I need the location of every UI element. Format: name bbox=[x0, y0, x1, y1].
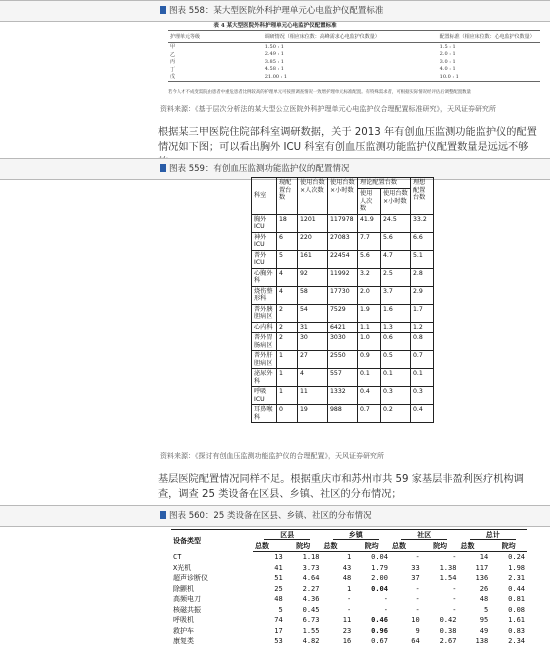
table-row bbox=[168, 51, 540, 59]
table-row bbox=[171, 563, 527, 574]
table-cell: 9 bbox=[415, 626, 420, 635]
table-cell: 0.5 bbox=[381, 351, 411, 369]
table-cell: 23 bbox=[342, 626, 352, 635]
table-cell: 136 bbox=[475, 574, 489, 583]
table-cell: 0.04 bbox=[371, 584, 388, 593]
figure-558-source: 资料来源：《基于层次分析法的某大型公立医院外科护理单元心电监护仪合理配置标准研究》，天风证券研究所 bbox=[160, 105, 496, 113]
column-header: 理想配置台数 bbox=[411, 178, 434, 215]
table-cell: 2 bbox=[277, 304, 298, 322]
table-cell: 0.08 bbox=[508, 605, 525, 614]
table-cell: 呼吸机 bbox=[173, 616, 194, 625]
table-cell: 0.1 bbox=[358, 369, 381, 387]
table-cell: 2.0 : 1 bbox=[439, 51, 456, 58]
paragraph-2: 基层医院配置情况同样不足。根据重庆市和苏州市共 59 家基层非盈利医疗机构调查，调查 25 类设备在区县、乡镇、社区的分布情况； bbox=[158, 474, 524, 500]
column-header: 院均 bbox=[285, 540, 322, 552]
table-cell: 戊 bbox=[168, 73, 203, 81]
group-label: 总计 bbox=[470, 531, 516, 540]
table-cell: 1.50 : 1 bbox=[264, 43, 284, 50]
table-row bbox=[252, 304, 434, 322]
table-cell: 22454 bbox=[328, 250, 358, 268]
table-cell: 18 bbox=[277, 214, 298, 232]
table-cell: - bbox=[383, 605, 388, 614]
table-cell: 1.3 bbox=[381, 322, 411, 333]
table-cell: 1.38 bbox=[439, 563, 457, 572]
table-cell: 25 bbox=[274, 584, 283, 593]
group-header: 理论配置台数 bbox=[358, 178, 411, 189]
table-cell: 康复类 bbox=[173, 637, 194, 646]
table-row bbox=[171, 636, 527, 647]
figure-560-title-bar bbox=[0, 505, 550, 527]
table-cell: 耳鼻喉科 bbox=[252, 405, 277, 423]
table-row bbox=[168, 73, 540, 81]
table-cell: 95 bbox=[479, 616, 489, 625]
table-cell: 1 bbox=[277, 387, 298, 405]
table-cell: 4.0 : 1 bbox=[439, 66, 456, 73]
table-row bbox=[252, 369, 434, 387]
table-group-header-row bbox=[171, 530, 527, 541]
table-4-caption: 表 4 某大型医院外科护理单元心电监护仪配置标准 bbox=[213, 23, 337, 29]
table-cell: 0.3 bbox=[381, 387, 411, 405]
table-cell: 27083 bbox=[328, 232, 358, 250]
table-cell: 0.46 bbox=[371, 616, 388, 625]
column-header: 总数 bbox=[321, 540, 353, 552]
table-row bbox=[171, 605, 527, 616]
table-cell: 普外胃肠病区 bbox=[252, 333, 277, 351]
table-cell: 1.2 bbox=[411, 322, 434, 333]
table-cell: 10.0 : 1 bbox=[386, 73, 540, 81]
table-cell: 19 bbox=[298, 405, 328, 423]
table-cell: 1 bbox=[346, 584, 352, 593]
table-cell: - bbox=[346, 605, 352, 614]
table-cell: 48 bbox=[342, 574, 352, 583]
table-cell: 1.5 : 1 bbox=[439, 43, 456, 50]
table-cell: 11 bbox=[298, 387, 328, 405]
table-row bbox=[252, 286, 434, 304]
table-cell: 呼吸ICU bbox=[252, 387, 277, 405]
table-cell: 1.18 bbox=[302, 553, 320, 562]
table-row bbox=[252, 405, 434, 423]
table-cell: 43 bbox=[342, 563, 352, 572]
paragraph-1: 根据某三甲医院住院部科室调研数据，关于 2013 年有创血压监测功能监护仪的配置情况如下图；可以看出胸外 ICU 科室有创血压监测功能监护仪配置数量是远远不够 bbox=[158, 127, 537, 153]
table-cell: 5 bbox=[277, 250, 298, 268]
table-cell: 557 bbox=[328, 369, 358, 387]
table-cell: 1.54 bbox=[439, 574, 457, 583]
table-cell: 26 bbox=[479, 584, 489, 593]
table-cell: 3.2 bbox=[358, 268, 381, 286]
table-cell: 1332 bbox=[328, 387, 358, 405]
table-cell: 3030 bbox=[328, 333, 358, 351]
table-cell: - bbox=[415, 553, 420, 562]
table-cell: 0.45 bbox=[302, 605, 320, 614]
figure-558-title-bar bbox=[0, 0, 550, 22]
table-cell: 0.3 bbox=[411, 387, 434, 405]
column-header: 使用台数×小时数 bbox=[381, 189, 411, 215]
table-cell: 3.73 bbox=[302, 563, 320, 572]
group-header bbox=[321, 530, 389, 541]
table-cell: 988 bbox=[328, 405, 358, 423]
table-cell: 甲 bbox=[170, 44, 176, 51]
group-header bbox=[390, 530, 458, 541]
column-header: 使用台数×小时数 bbox=[328, 178, 358, 215]
table-cell: CT bbox=[173, 553, 182, 561]
table-cell: 救护车 bbox=[173, 626, 194, 635]
table-cell: 1.6 bbox=[381, 304, 411, 322]
table-cell: 0.4 bbox=[358, 387, 381, 405]
table-cell: 4 bbox=[277, 286, 298, 304]
table-cell: 丙 bbox=[170, 59, 176, 66]
table-cell: - bbox=[452, 584, 457, 593]
column-header: 现配置台数 bbox=[277, 178, 298, 215]
table-cell: - bbox=[452, 595, 457, 604]
table-cell: 5.6 bbox=[358, 250, 381, 268]
column-header: 使用台数×人次数 bbox=[298, 178, 328, 215]
table-cell: - bbox=[452, 605, 457, 614]
table-cell: 21.00 : 1 bbox=[203, 73, 386, 81]
table-cell: 48 bbox=[479, 595, 489, 604]
table-cell: 2.34 bbox=[508, 637, 525, 646]
table-cell: 51 bbox=[274, 574, 283, 583]
table-cell: 3.85 : 1 bbox=[264, 58, 284, 65]
table-row bbox=[252, 268, 434, 286]
table-cell: 0.1 bbox=[411, 369, 434, 387]
table-cell: 17 bbox=[274, 626, 283, 635]
column-header: 总数 bbox=[458, 540, 490, 552]
table-cell: 11992 bbox=[328, 268, 358, 286]
table-cell: 1 bbox=[277, 351, 298, 369]
table-row bbox=[252, 387, 434, 405]
table-cell: - bbox=[383, 595, 388, 604]
table-cell: 4.58 : 1 bbox=[264, 66, 284, 73]
table-cell: 0.6 bbox=[381, 333, 411, 351]
table-cell: 超声诊断仪 bbox=[173, 574, 208, 583]
table-cell: 0.7 bbox=[358, 405, 381, 423]
table-cell: 2550 bbox=[328, 351, 358, 369]
table-558 bbox=[168, 30, 540, 82]
table-cell: 11 bbox=[342, 616, 352, 625]
table-cell: 普外胰胆病区 bbox=[252, 304, 277, 322]
table-cell: 14 bbox=[479, 553, 489, 562]
table-cell: - bbox=[415, 605, 420, 614]
figure-marker bbox=[160, 511, 166, 519]
table-cell: 2.0 bbox=[358, 286, 381, 304]
table-cell: 乙 bbox=[170, 51, 176, 58]
table-cell: 27 bbox=[298, 351, 328, 369]
table-cell: 心胸外科 bbox=[252, 268, 277, 286]
table-header-row bbox=[252, 178, 434, 189]
table-cell: 31 bbox=[298, 322, 328, 333]
table-cell: 心内科 bbox=[252, 322, 277, 333]
table-cell: 2.27 bbox=[302, 584, 320, 593]
table-row bbox=[252, 333, 434, 351]
table-cell: 核磁共振 bbox=[173, 605, 201, 614]
table-cell: 54 bbox=[298, 304, 328, 322]
table-cell: 138 bbox=[475, 637, 489, 646]
column-header: 护理单元等级 bbox=[168, 31, 203, 43]
table-cell: 33 bbox=[411, 563, 420, 572]
table-cell: 0.9 bbox=[358, 351, 381, 369]
table-560 bbox=[171, 529, 527, 647]
table-cell: 2.00 bbox=[371, 574, 388, 583]
table-cell: 2.5 bbox=[381, 268, 411, 286]
column-header: 总数 bbox=[253, 540, 285, 552]
table-cell: 0.7 bbox=[411, 351, 434, 369]
table-560-body bbox=[171, 552, 527, 647]
table-cell: 2.31 bbox=[508, 574, 525, 583]
table-cell: 1.9 bbox=[358, 304, 381, 322]
table-cell: 10 bbox=[411, 616, 420, 625]
table-cell: 泌尿外科 bbox=[252, 369, 277, 387]
table-cell: 5 bbox=[278, 605, 283, 614]
table-header-row bbox=[168, 31, 540, 43]
table-cell: 1.98 bbox=[508, 563, 525, 572]
figure-558-title: 图表 558：某大型医院外科护理单元心电监护仪配置标准 bbox=[169, 6, 384, 16]
table-cell: 1.1 bbox=[358, 322, 381, 333]
table-cell: 胸外ICU bbox=[252, 214, 277, 232]
table-cell: 1 bbox=[346, 553, 352, 562]
table-cell: 0.44 bbox=[508, 584, 525, 593]
table-cell: 0.4 bbox=[411, 405, 434, 423]
table-cell: 41.9 bbox=[358, 214, 381, 232]
table-cell: 7529 bbox=[328, 304, 358, 322]
table-cell: 2 bbox=[277, 333, 298, 351]
table-cell: 0.96 bbox=[371, 626, 388, 635]
table-cell: 0.38 bbox=[439, 626, 457, 635]
column-header: 院均 bbox=[490, 540, 527, 552]
table-row bbox=[171, 626, 527, 637]
table-row bbox=[252, 232, 434, 250]
table-cell: 4.82 bbox=[302, 637, 320, 646]
table-row bbox=[168, 58, 540, 66]
table-cell: 烧伤整形科 bbox=[252, 286, 277, 304]
table-cell: 17730 bbox=[328, 286, 358, 304]
table-cell: 33.2 bbox=[411, 214, 434, 232]
table-cell: 4 bbox=[277, 268, 298, 286]
table-cell: 1.55 bbox=[302, 626, 320, 635]
table-cell: 6421 bbox=[328, 322, 358, 333]
table-cell: 41 bbox=[274, 563, 283, 572]
table-cell: 0.81 bbox=[508, 595, 525, 604]
column-header: 使用人次数 bbox=[358, 189, 381, 215]
table-row bbox=[171, 573, 527, 584]
table-cell: 30 bbox=[298, 333, 328, 351]
table-cell: 64 bbox=[411, 637, 420, 646]
table-cell: X光机 bbox=[173, 563, 192, 572]
table-row bbox=[252, 322, 434, 333]
table-cell: 16 bbox=[342, 637, 352, 646]
table-cell: 0.8 bbox=[411, 333, 434, 351]
table-cell: 2.9 bbox=[411, 286, 434, 304]
table-cell: - bbox=[415, 584, 420, 593]
figure-559-title: 图表 559：有创血压监测功能监护仪的配置情况 bbox=[169, 164, 350, 174]
group-header bbox=[253, 530, 321, 541]
table-cell: 2.49 : 1 bbox=[264, 51, 284, 58]
table-cell: 0 bbox=[277, 405, 298, 423]
table-cell: - bbox=[452, 553, 457, 562]
table-row bbox=[252, 250, 434, 268]
table-cell: 高频电刀 bbox=[173, 595, 201, 604]
table-559-body bbox=[252, 214, 434, 423]
table-cell: 53 bbox=[274, 637, 283, 646]
table-cell: 普外肝胆病区 bbox=[252, 351, 277, 369]
column-header: 总数 bbox=[390, 540, 422, 552]
figure-marker bbox=[160, 164, 166, 172]
table-cell: 5.1 bbox=[411, 250, 434, 268]
table-cell: 37 bbox=[411, 574, 420, 583]
table-cell: 117978 bbox=[328, 214, 358, 232]
table-row bbox=[171, 584, 527, 595]
table-cell: 普外ICU bbox=[252, 250, 277, 268]
table-row bbox=[168, 43, 540, 51]
table-cell: 神外ICU bbox=[252, 232, 277, 250]
table-cell: 1.61 bbox=[508, 616, 525, 625]
table-cell: - bbox=[415, 595, 420, 604]
table-cell: 3.0 : 1 bbox=[439, 58, 456, 65]
table-cell: 0.42 bbox=[439, 616, 457, 625]
table-cell: 74 bbox=[274, 616, 283, 625]
figure-marker bbox=[160, 6, 166, 14]
table-cell: 5.6 bbox=[381, 232, 411, 250]
table-cell: 0.67 bbox=[371, 637, 388, 646]
table-cell: 13 bbox=[274, 553, 283, 562]
table-cell: 0.83 bbox=[508, 626, 525, 635]
table-row bbox=[171, 615, 527, 626]
table-cell: 3.7 bbox=[381, 286, 411, 304]
table-cell: 7.7 bbox=[358, 232, 381, 250]
table-row bbox=[171, 594, 527, 605]
column-header: 科室 bbox=[252, 178, 277, 215]
table-cell: 4 bbox=[298, 369, 328, 387]
table-row bbox=[168, 66, 540, 74]
table-row bbox=[252, 351, 434, 369]
table-cell: 2.8 bbox=[411, 268, 434, 286]
table-cell: 220 bbox=[298, 232, 328, 250]
table-cell: 6 bbox=[277, 232, 298, 250]
table-cell: 0.04 bbox=[371, 553, 388, 562]
table-cell: 1 bbox=[277, 369, 298, 387]
table-cell: 1.7 bbox=[411, 304, 434, 322]
figure-560-title: 图表 560：25 类设备在区县、乡镇、社区的分布情况 bbox=[169, 511, 372, 521]
table-559 bbox=[251, 177, 434, 423]
column-header: 院均 bbox=[422, 540, 459, 552]
table-cell: 0.1 bbox=[381, 369, 411, 387]
table-cell: 2.67 bbox=[439, 637, 457, 646]
table-row bbox=[252, 214, 434, 232]
table-cell: 除颤机 bbox=[173, 584, 194, 593]
column-header: 院均 bbox=[353, 540, 390, 552]
column-header: 配置标准（相应床位数：心电监护仪数量） bbox=[386, 31, 540, 43]
table-cell: 1201 bbox=[298, 214, 328, 232]
table-cell: 4.7 bbox=[381, 250, 411, 268]
table-cell: 49 bbox=[479, 626, 489, 635]
table-cell: 4.64 bbox=[302, 574, 320, 583]
column-header: 设备类型 bbox=[171, 530, 253, 552]
table-cell: 92 bbox=[298, 268, 328, 286]
table-cell: 1.0 bbox=[358, 333, 381, 351]
column-header: 调研情况（相应床位数：高峰需求心电监护仪数量） bbox=[203, 31, 386, 43]
table-cell: 0.2 bbox=[381, 405, 411, 423]
group-label: 乡镇 bbox=[333, 531, 379, 540]
table-cell: 161 bbox=[298, 250, 328, 268]
table-4-note: 若今人才不成变需院由患者中重危患者比例较高的护理单元可按照调查情况一致增护理单元标准配置。有特殊需求者，可根据实际情况经评估后调整配置数量 bbox=[168, 90, 471, 95]
table-cell: 58 bbox=[298, 286, 328, 304]
table-cell: 6.6 bbox=[411, 232, 434, 250]
table-cell: 0.24 bbox=[508, 553, 525, 562]
table-cell: 48 bbox=[274, 595, 283, 604]
table-cell: 丁 bbox=[170, 66, 176, 73]
table-row bbox=[171, 552, 527, 563]
group-header bbox=[458, 530, 527, 541]
table-cell: 6.73 bbox=[302, 616, 320, 625]
table-cell: 1.79 bbox=[371, 563, 388, 572]
table-cell: - bbox=[346, 595, 352, 604]
table-cell: 5 bbox=[483, 605, 489, 614]
table-cell: 4.36 bbox=[302, 595, 320, 604]
table-cell: 24.5 bbox=[381, 214, 411, 232]
group-label: 社区 bbox=[401, 531, 447, 540]
table-cell: 117 bbox=[475, 563, 489, 572]
group-label: 区县 bbox=[264, 531, 310, 540]
table-cell: 2 bbox=[277, 322, 298, 333]
figure-559-source: 资料来源：《探讨有创血压监测功能监护仪的合理配置》，天风证券研究所 bbox=[160, 452, 384, 460]
